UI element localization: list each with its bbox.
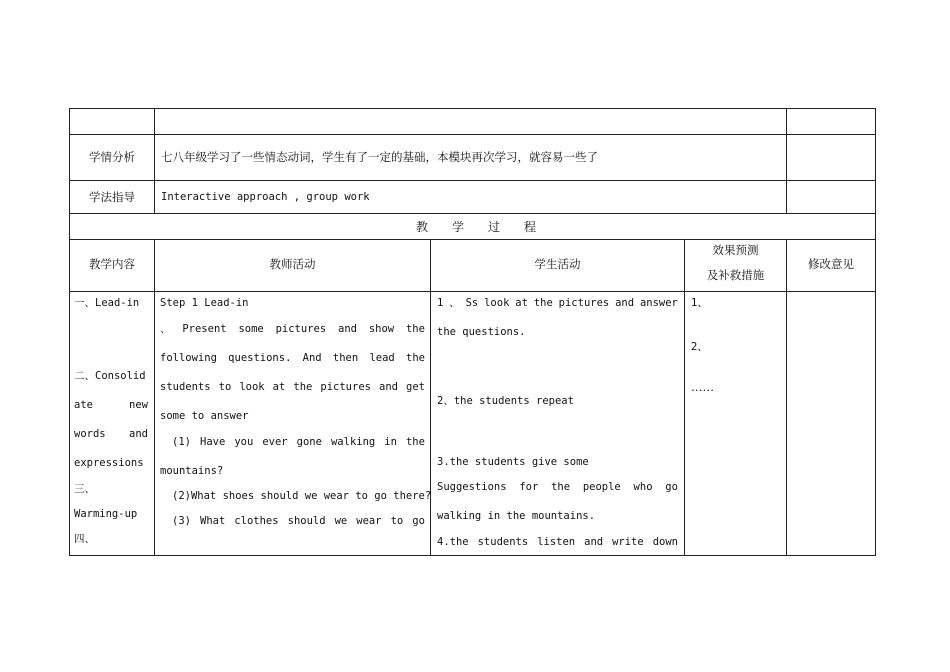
teacher-word: pictures (320, 381, 371, 393)
content-line: 三、 (74, 483, 95, 495)
teacher-word: and (338, 323, 357, 335)
table-border (69, 555, 876, 556)
teacher-line: (2)What shoes should we wear to go there? (172, 490, 432, 502)
effect-line: …… (691, 380, 714, 394)
teacher-word: Present (182, 323, 227, 335)
student-word: Suggestions (437, 481, 507, 493)
teacher-word: (3) (172, 515, 191, 527)
table-border (154, 239, 155, 556)
teacher-word: the (406, 352, 425, 364)
teacher-line (172, 435, 425, 449)
teacher-word: should (287, 515, 326, 527)
student-word: at (515, 297, 528, 309)
student-word: listen (537, 536, 576, 548)
student-line (437, 296, 678, 310)
student-word: go (665, 481, 678, 493)
teacher-word: to (390, 515, 404, 527)
teacher-word: ever (262, 436, 288, 448)
student-word: look (484, 297, 510, 309)
teacher-word: then (332, 352, 359, 364)
teacher-word: What (200, 515, 226, 527)
student-word: people (582, 481, 621, 493)
teacher-word: wear (356, 515, 382, 527)
teacher-word: pictures (275, 323, 327, 335)
process-heading-char: 过 (487, 220, 500, 234)
teacher-word: questions. (228, 352, 292, 364)
student-word: 1 (437, 297, 444, 309)
table-border (69, 108, 70, 556)
process-heading-char: 学 (451, 220, 464, 234)
table-border (684, 239, 685, 556)
teacher-word: in (384, 436, 397, 448)
teacher-line: Step 1 Lead-in (160, 297, 249, 309)
content-line (74, 398, 148, 412)
header-content: 教学内容 (89, 257, 135, 271)
student-word: 、 (449, 297, 460, 309)
analysis-text: 七八年级学习了一些情态动词，学生有了一定的基础，本模块再次学习，就容易一些了 (161, 150, 598, 164)
teacher-line: some to answer (160, 410, 249, 422)
table-border (69, 291, 876, 292)
student-word: and (615, 297, 635, 309)
teacher-word: some (238, 323, 264, 335)
table-border (154, 108, 155, 213)
teacher-word: we (334, 515, 348, 527)
student-word: answer (639, 297, 678, 309)
content-line: 二、Consolid (74, 370, 146, 382)
process-heading (404, 218, 548, 235)
student-word: down (652, 536, 678, 548)
teacher-word: clothes (234, 515, 279, 527)
method-label: 学法指导 (89, 190, 135, 204)
content-line (74, 427, 148, 441)
teacher-word: go (412, 515, 425, 527)
process-heading-char: 程 (523, 220, 536, 234)
student-line (437, 535, 678, 549)
student-word: who (633, 481, 653, 493)
content-word: ate (74, 399, 93, 411)
content-word: new (129, 399, 148, 411)
teacher-word: the (405, 436, 425, 448)
teacher-line: mountains? (160, 465, 224, 477)
teacher-word: the (405, 323, 425, 335)
teacher-word: you (234, 436, 254, 448)
content-line: Warming-up (74, 508, 138, 520)
student-word: the (533, 297, 553, 309)
effect-line: 2、 (691, 341, 708, 353)
header-effect-line1: 效果预测 (712, 243, 759, 257)
student-line: 2、the students repeat (437, 395, 574, 407)
process-heading-char: 教 (415, 220, 428, 234)
student-word: pictures (558, 297, 610, 309)
content-line: 一、Lead-in (74, 297, 140, 309)
content-word: words (74, 428, 106, 440)
teacher-word: lead (369, 352, 395, 364)
table-border (786, 239, 787, 556)
method-text: Interactive approach , group work (161, 191, 370, 203)
teacher-line (172, 514, 425, 528)
student-word: write (612, 536, 644, 548)
teacher-line (160, 380, 425, 394)
content-line: 四、 (74, 533, 95, 545)
teacher-word: the (293, 381, 313, 393)
teacher-word: to (218, 381, 232, 393)
teacher-word: Have (200, 436, 226, 448)
header-student: 学生活动 (534, 257, 581, 271)
teacher-word: and (379, 381, 398, 393)
student-word: students (477, 536, 529, 548)
teacher-line (160, 322, 425, 336)
student-word: the (551, 481, 571, 493)
student-line: the questions. (437, 326, 526, 338)
table-border (69, 108, 876, 109)
teacher-word: students (160, 381, 211, 393)
teacher-word: 、 (160, 323, 171, 335)
table-border (786, 108, 787, 213)
teacher-word: following (160, 352, 217, 364)
teacher-word: (1) (172, 436, 191, 448)
teacher-word: gone (296, 436, 322, 448)
teacher-word: And (302, 352, 322, 364)
teacher-word: show (368, 323, 395, 335)
header-teacher: 教师活动 (269, 257, 316, 271)
table-border (69, 213, 876, 214)
header-effect-line2: 及补救措施 (706, 268, 765, 282)
student-line: 3.the students give some (437, 456, 589, 468)
table-border (875, 108, 876, 556)
student-word: and (584, 536, 604, 548)
student-word: for (519, 481, 539, 493)
analysis-label: 学情分析 (89, 150, 135, 164)
header-revise: 修改意见 (808, 257, 854, 271)
table-border (69, 134, 876, 135)
student-line (437, 480, 678, 494)
teacher-line (160, 351, 425, 365)
teacher-word: get (406, 381, 425, 393)
content-word: and (129, 428, 148, 440)
effect-line: 1、 (691, 297, 708, 309)
student-line: walking in the mountains. (437, 510, 596, 522)
student-word: 4.the (437, 536, 469, 548)
table-border (430, 239, 431, 556)
content-line: expressions (74, 457, 144, 469)
teacher-word: walking (330, 436, 376, 448)
student-word: Ss (465, 297, 479, 309)
table-border (69, 180, 876, 181)
teacher-word: at (272, 381, 286, 393)
table-border (69, 239, 876, 240)
teacher-word: look (239, 381, 265, 393)
